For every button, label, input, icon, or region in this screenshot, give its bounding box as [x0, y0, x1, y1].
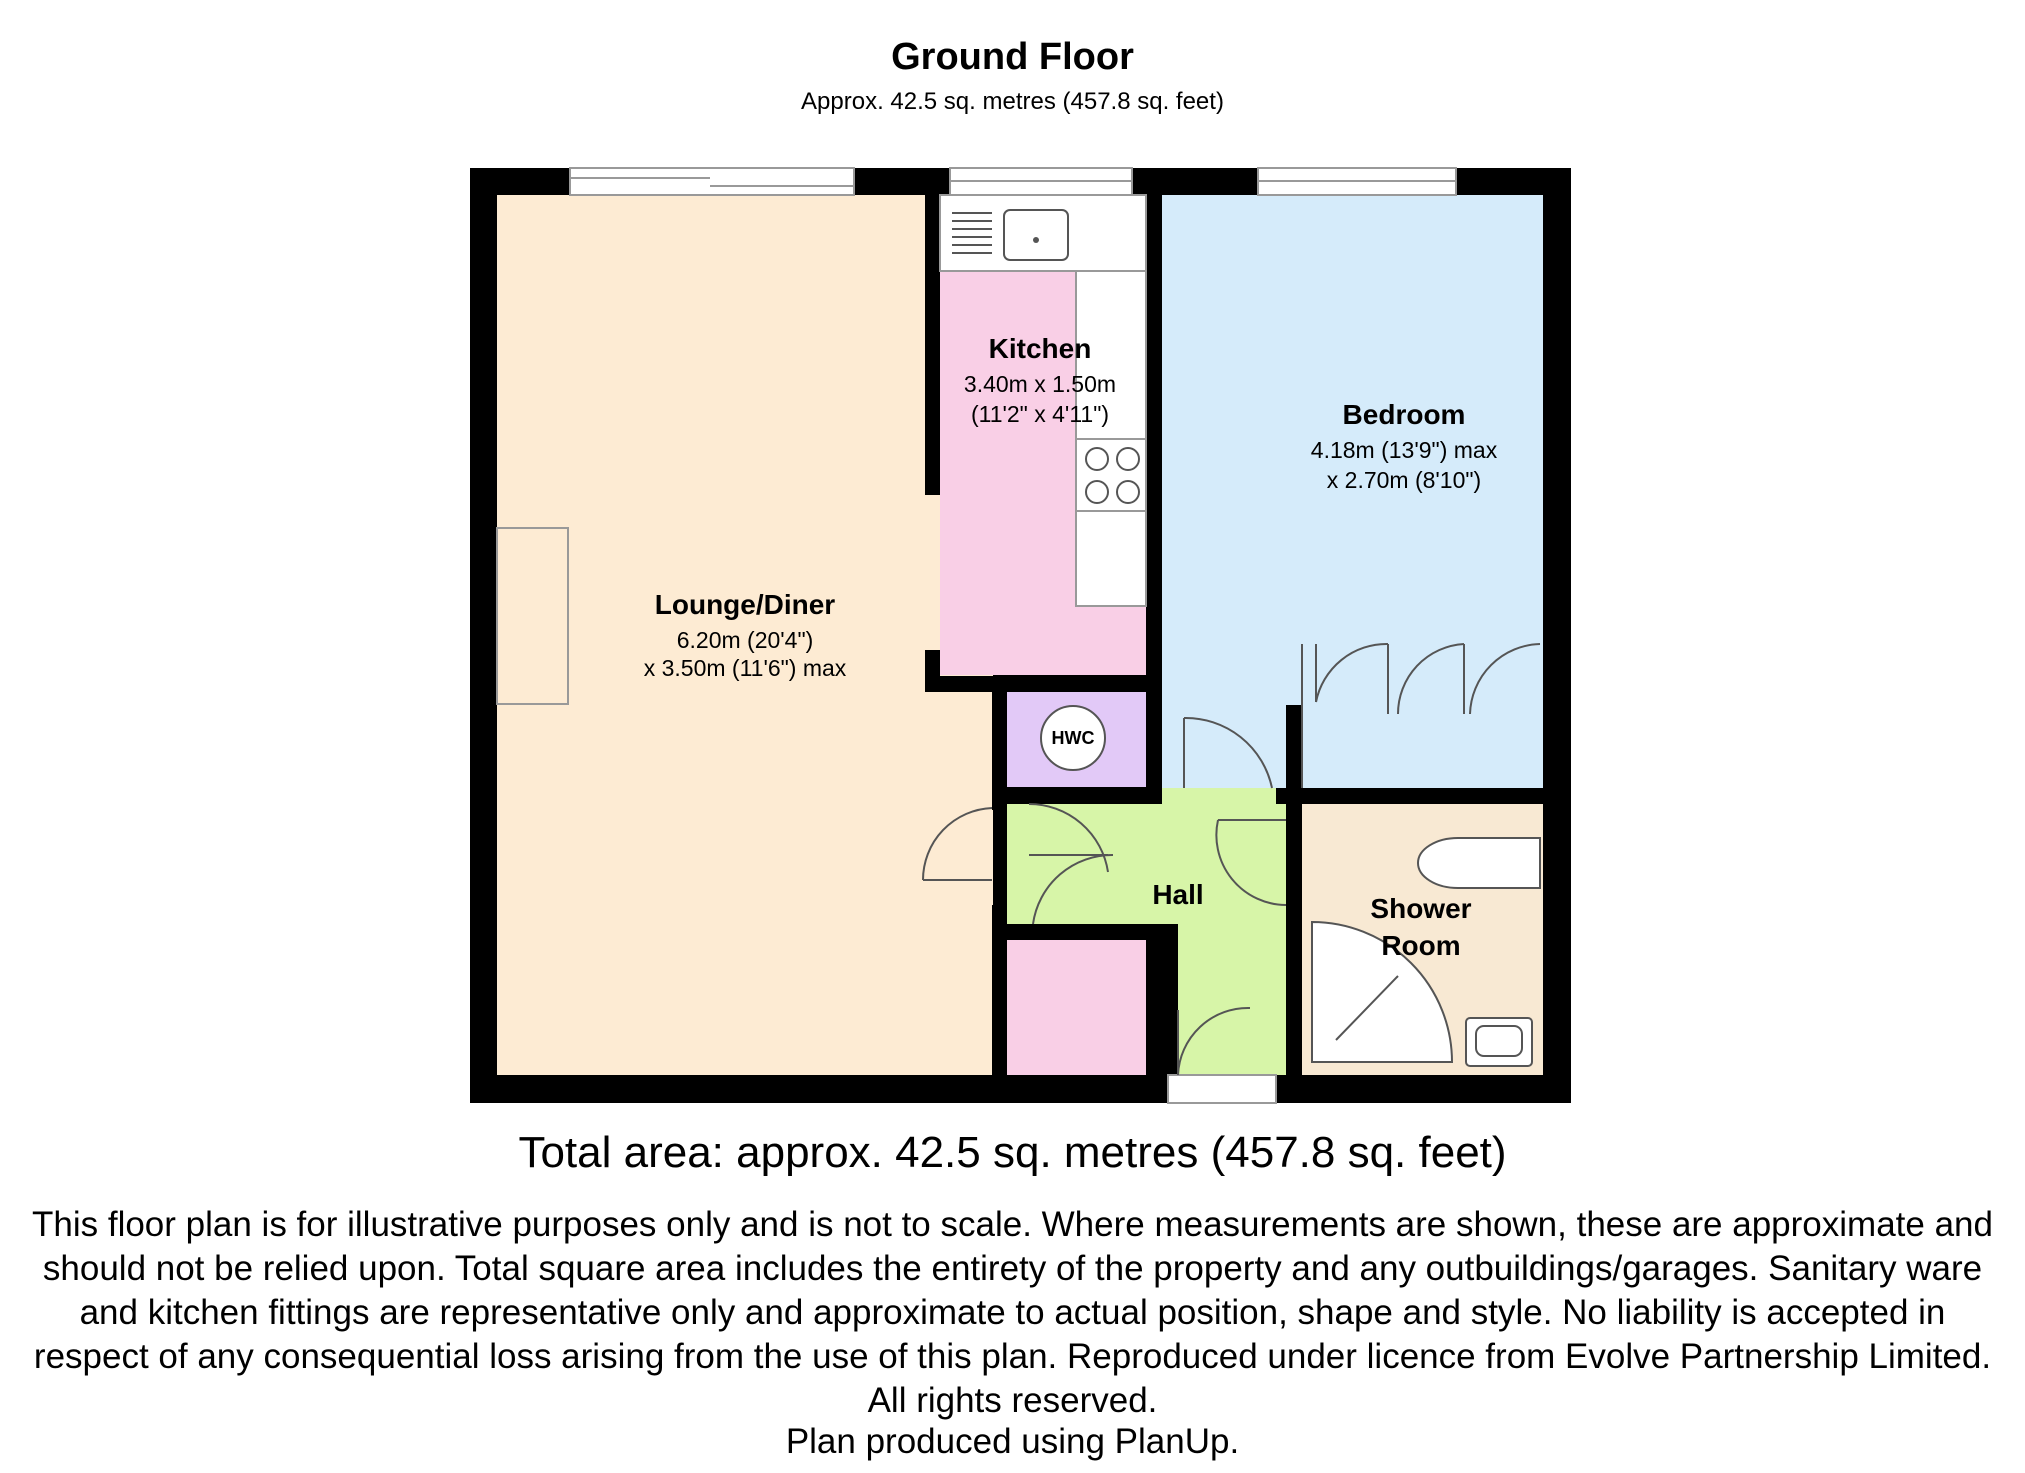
lounge-diner-label: Lounge/Diner — [654, 589, 836, 620]
hall-label: Hall — [1152, 879, 1204, 910]
kitchen-label: Kitchen — [988, 333, 1092, 364]
lounge-diner-dim-1: 6.20m (20'4") — [676, 627, 814, 653]
bedroom-label: Bedroom — [1342, 399, 1466, 430]
shower-room-label-1: Shower — [1370, 893, 1472, 924]
hwc-label: HWC — [1051, 728, 1095, 748]
sink-icon — [1004, 210, 1068, 260]
bedroom-dim-2: x 2.70m (8'10") — [1326, 467, 1482, 493]
store-area — [1007, 940, 1146, 1075]
total-area: Total area: approx. 42.5 sq. metres (457.8 sq. feet) — [518, 1128, 1507, 1177]
kitchen-dim-1: 3.40m x 1.50m — [963, 371, 1117, 397]
kitchen-dim-2: (11'2" x 4'11") — [970, 401, 1110, 427]
floor-title: Ground Floor — [891, 36, 1134, 78]
hall-lobby — [1007, 804, 1033, 924]
floor-subtitle: Approx. 42.5 sq. metres (457.8 sq. feet) — [801, 88, 1224, 115]
shower-room-label-2: Room — [1381, 930, 1461, 961]
credit: Plan produced using PlanUp. — [785, 1422, 1240, 1461]
disclaimer: This floor plan is for illustrative purposes only and is not to scale. Where measurements are shown, these are approximate and should not be relied upon. Total square area includes the entirety of the property and any outbuildings/garages. Sanitary ware and kitchen fittings are representative only and approximate to actual position, shape and style. No liability is accepted in respect of any consequential loss arising from the use of this plan. Reproduced under licence from Evolve Partnership Limited. All rights reserved. — [32, 1205, 1993, 1420]
bedroom-dim-1: 4.18m (13'9") max — [1310, 437, 1498, 463]
lounge-diner-dim-2: x 3.50m (11'6") max — [643, 655, 847, 681]
